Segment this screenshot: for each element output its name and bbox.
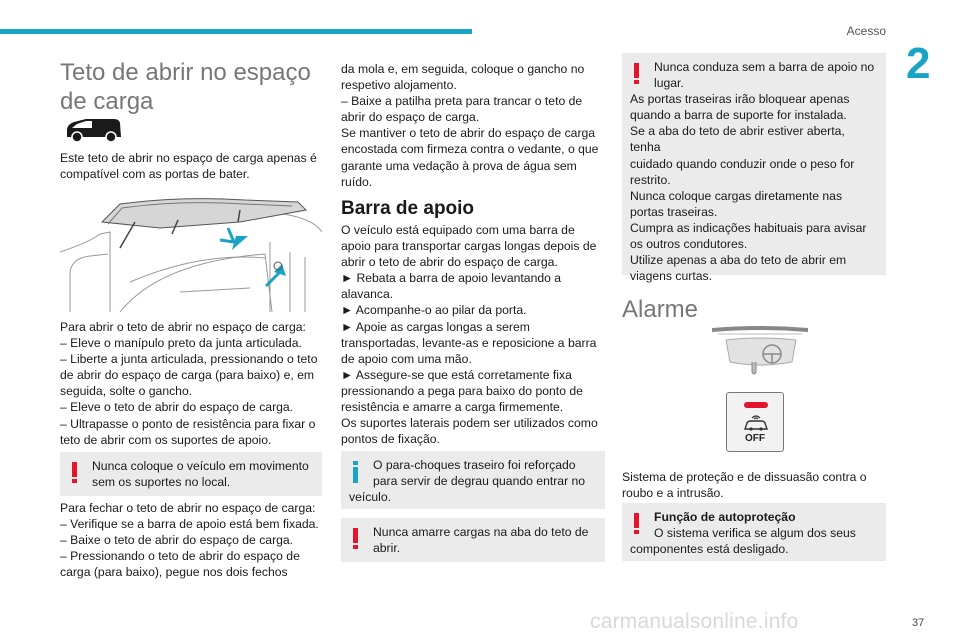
- warning-note-support: Nunca coloque o veículo em movimento sem os suportes no local.: [60, 452, 322, 496]
- tailgate-illustration: [60, 192, 322, 314]
- continuation-paragraph: da mola e, em seguida, coloque o gancho no respetivo alojamento. – Baixe a patilha preta para trancar o teto de abrir do espaço de carga. Se mantiver o teto de abrir do espaço de carga encostada com firmeza contra o vedante, o que garante uma vedação à prova de água sem ruído.: [341, 62, 599, 189]
- alarm-off-button[interactable]: [726, 392, 784, 452]
- alarm-title: Alarme: [622, 296, 699, 323]
- intro-paragraph: Este teto de abrir no espaço de carga apenas é compatível com as portas de bater.: [60, 151, 317, 182]
- warning-note-loads: Nunca amarre cargas na aba do teto de abrir.: [341, 518, 605, 562]
- support-bar-heading: Barra de apoio: [341, 198, 475, 219]
- warning-note-driving: Nunca conduza sem a barra de apoio no lugar. As portas traseiras irão bloquear apenas quando a barra de suporte for instalada. Se a aba do teto de abrir estiver aberta, tenha cuidado quando conduzir onde o peso for restrito. Nunca coloque cargas diretamente nas portas traseiras. Cumpra as indicações habituais para avisar os outros condutores. Utilize apenas a aba do teto de abrir em viagens curtas.: [622, 53, 886, 275]
- warning-note-self-protection: Função de autoproteção O sistema verifica se algum dos seus componentes está desligado.: [622, 503, 886, 561]
- chapter-number: 2: [906, 39, 931, 88]
- watermark: carmanualsonline.info: [590, 610, 799, 633]
- alarm-description: Sistema de proteção e de dissuasão contra o roubo e a intrusão.: [622, 470, 867, 501]
- alarm-led: [744, 402, 768, 408]
- support-bar-instructions: O veículo está equipado com uma barra de apoio para transportar cargas longas depois de abrir o teto de abrir do espaço de carga. ► Rebata a barra de apoio levantando a alavanca. ► Acompanhe-o ao pilar da porta. ► Apoie as cargas longas a serem transportadas, levante-as e reposicione a barra de apoio com uma mão. ► Assegure-se que está corretamente fixa pressionando a pega para baixo do ponto de resistência e amarre a carga firmemente. Os suportes laterais podem ser utilizados como pontos de fixação.: [341, 223, 598, 447]
- info-note-bumper: O para-choques traseiro foi reforçado para servir de degrau quando entrar no veículo.: [341, 451, 605, 509]
- header-accent-bar: [0, 29, 472, 34]
- section-label: Acesso: [846, 24, 886, 38]
- close-instructions: Para fechar o teto de abrir no espaço de carga: – Verifique se a barra de apoio está bem fixada. – Baixe o teto de abrir do espaço de carga. – Pressionando o teto de abrir do espaço de carga (para baixo), pegue nos dois fechos: [60, 501, 319, 580]
- info-icon: [353, 461, 358, 483]
- alarm-off-button-icon: [742, 413, 770, 431]
- warning-icon: [72, 462, 77, 484]
- warning-icon: [353, 528, 358, 550]
- warning-icon: [634, 63, 639, 85]
- open-instructions: Para abrir o teto de abrir no espaço de carga: – Eleve o manípulo preto da junta articulada. – Liberte a junta articulada, pressionando o teto de abrir do espaço de carga (para baixo) e, em seguida, solte o gancho. – Eleve o teto de abrir do espaço de carga. – Ultrapasse o ponto de resistência para fixar o teto de abrir com os suportes de apoio.: [60, 320, 318, 447]
- rear-mirror-illustration: [712, 326, 808, 378]
- section-title: Teto de abrir no espaço de carga: [60, 59, 311, 115]
- alarm-off-label: OFF: [745, 433, 765, 444]
- van-icon: [64, 117, 124, 144]
- page-number: 37: [912, 617, 925, 629]
- warning-icon: [634, 513, 639, 535]
